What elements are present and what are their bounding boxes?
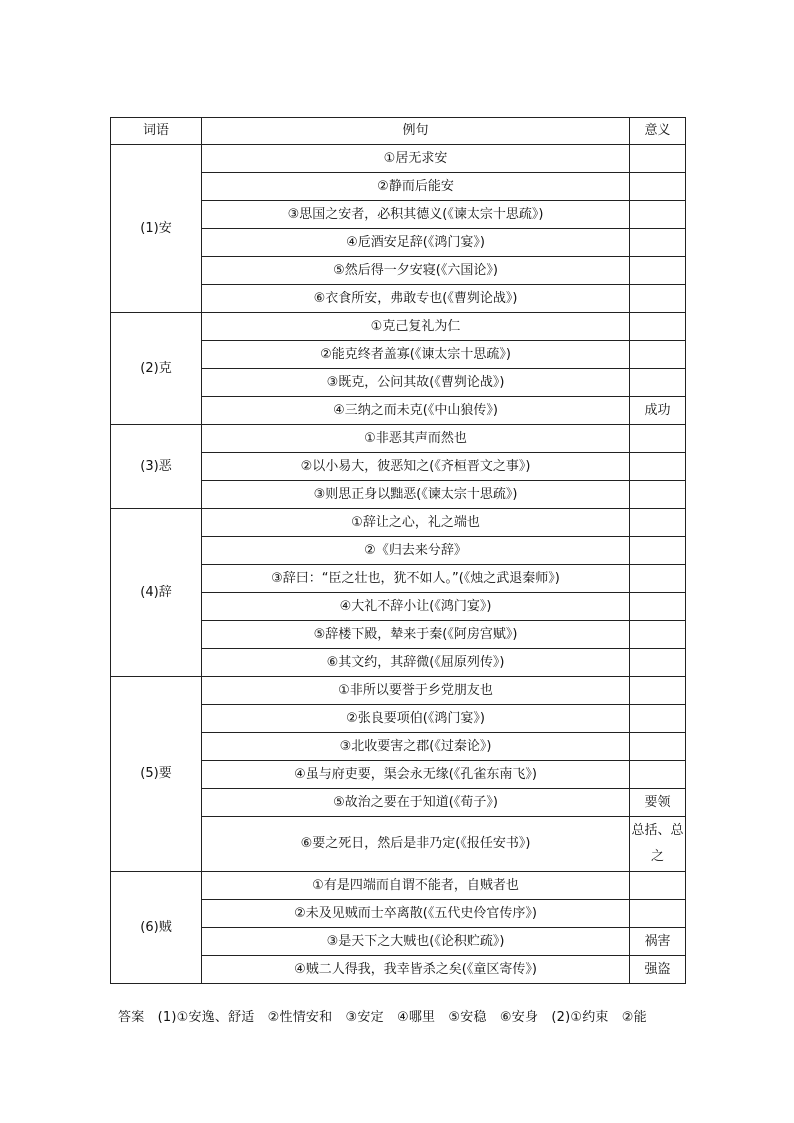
example-cell: ①有是四端而自谓不能者，自贼者也 [202, 872, 630, 900]
example-cell: ④三纳之而未克(《中山狼传》) [202, 397, 630, 425]
example-cell: ②《归去来兮辞》 [202, 537, 630, 565]
table-row [111, 145, 686, 173]
example-cell: ①非所以要誉于乡党朋友也 [202, 677, 630, 705]
table-row [111, 677, 686, 705]
meaning-cell: 要领 [630, 789, 686, 817]
example-cell: ⑥其文约，其辞微(《屈原列传》) [202, 649, 630, 677]
table-row [111, 313, 686, 341]
example-cell: ⑤辞楼下殿，辇来于秦(《阿房宫赋》) [202, 621, 630, 649]
meaning-cell [630, 565, 686, 593]
example-cell: ③则思正身以黜恶(《谏太宗十思疏》) [202, 481, 630, 509]
example-cell: ③是天下之大贼也(《论积贮疏》) [202, 928, 630, 956]
example-cell: ③辞曰：“臣之壮也，犹不如人。”(《烛之武退秦师》) [202, 565, 630, 593]
vocabulary-table [110, 117, 686, 984]
meaning-cell [630, 649, 686, 677]
example-cell: ④贼二人得我，我幸皆杀之矣(《童区寄传》) [202, 956, 630, 984]
table-row [111, 509, 686, 537]
meaning-cell: 成功 [630, 397, 686, 425]
answer-line: 答案 (1)①安逸、舒适 ②性情安和 ③安定 ④哪里 ⑤安稳 ⑥安身 (2)①约束 ②能 [118, 1010, 647, 1025]
example-cell: ④卮酒安足辞(《鸿门宴》) [202, 229, 630, 257]
word-cell: (4)辞 [111, 509, 202, 677]
example-cell: ②静而后能安 [202, 173, 630, 201]
meaning-cell [630, 621, 686, 649]
example-cell: ①非恶其声而然也 [202, 425, 630, 453]
meaning-cell [630, 453, 686, 481]
example-cell: ⑥衣食所安，弗敢专也(《曹刿论战》) [202, 285, 630, 313]
example-cell: ④虽与府吏要，渠会永无缘(《孔雀东南飞》) [202, 761, 630, 789]
header-word: 词语 [111, 118, 202, 145]
table-header-row [111, 118, 686, 145]
example-cell: ②以小易大，彼恶知之(《齐桓晋文之事》) [202, 453, 630, 481]
meaning-cell [630, 593, 686, 621]
example-cell: ⑤然后得一夕安寝(《六国论》) [202, 257, 630, 285]
table-row [111, 872, 686, 900]
meaning-cell [630, 173, 686, 201]
meaning-cell [630, 509, 686, 537]
meaning-cell [630, 733, 686, 761]
meaning-cell [630, 285, 686, 313]
meaning-cell [630, 201, 686, 229]
example-cell: ③既克，公问其故(《曹刿论战》) [202, 369, 630, 397]
header-meaning: 意义 [630, 118, 686, 145]
meaning-cell [630, 705, 686, 733]
meaning-cell: 强盗 [630, 956, 686, 984]
meaning-cell [630, 313, 686, 341]
word-cell: (5)要 [111, 677, 202, 872]
example-cell: ②能克终者盖寡(《谏太宗十思疏》) [202, 341, 630, 369]
word-cell: (6)贼 [111, 872, 202, 984]
example-cell: ⑥要之死日，然后是非乃定(《报任安书》) [202, 817, 630, 872]
word-cell: (3)恶 [111, 425, 202, 509]
meaning-cell: 祸害 [630, 928, 686, 956]
meaning-cell [630, 900, 686, 928]
meaning-cell [630, 369, 686, 397]
meaning-cell [630, 229, 686, 257]
header-example: 例句 [202, 118, 630, 145]
example-cell: ③北收要害之郡(《过秦论》) [202, 733, 630, 761]
example-cell: ①居无求安 [202, 145, 630, 173]
example-cell: ②未及见贼而士卒离散(《五代史伶官传序》) [202, 900, 630, 928]
meaning-cell [630, 537, 686, 565]
word-cell: (2)克 [111, 313, 202, 425]
example-cell: ④大礼不辞小让(《鸿门宴》) [202, 593, 630, 621]
meaning-cell [630, 145, 686, 173]
word-cell: (1)安 [111, 145, 202, 313]
example-cell: ③思国之安者，必积其德义(《谏太宗十思疏》) [202, 201, 630, 229]
example-cell: ①辞让之心，礼之端也 [202, 509, 630, 537]
meaning-cell [630, 341, 686, 369]
meaning-cell [630, 677, 686, 705]
meaning-cell [630, 872, 686, 900]
meaning-cell: 总括、总之 [630, 817, 686, 872]
meaning-cell [630, 761, 686, 789]
meaning-cell [630, 481, 686, 509]
meaning-cell [630, 425, 686, 453]
example-cell: ②张良要项伯(《鸿门宴》) [202, 705, 630, 733]
meaning-cell [630, 257, 686, 285]
table-row [111, 425, 686, 453]
example-cell: ①克己复礼为仁 [202, 313, 630, 341]
example-cell: ⑤故治之要在于知道(《荀子》) [202, 789, 630, 817]
